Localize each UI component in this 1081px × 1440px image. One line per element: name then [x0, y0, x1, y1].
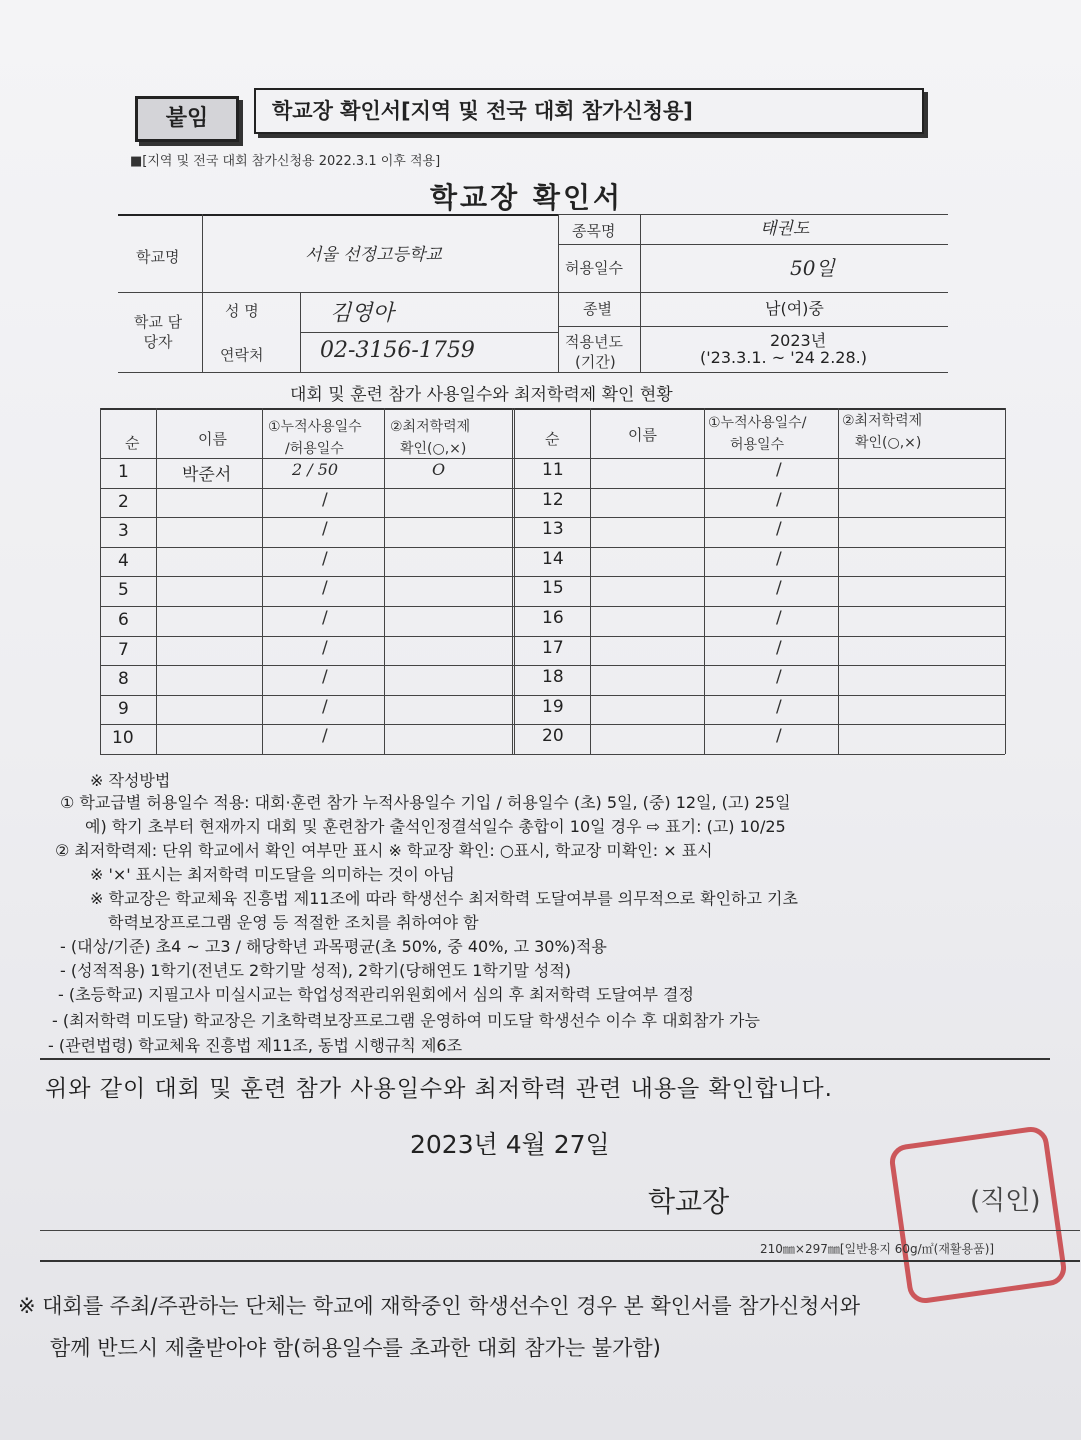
table-grid-line — [262, 408, 263, 754]
name-value: 김영아 — [330, 301, 394, 326]
row-days: / — [322, 697, 328, 717]
table-grid-line — [100, 517, 1005, 518]
row-number: 19 — [542, 697, 564, 717]
seal-mark: (직인) — [970, 1186, 1041, 1216]
table-grid-line — [100, 724, 1005, 725]
row-days: / — [776, 638, 782, 658]
row-days: 2 / 50 — [292, 460, 339, 479]
row-number: 13 — [542, 519, 564, 539]
row-number: 1 — [118, 462, 129, 482]
row-number: 17 — [542, 638, 564, 658]
note-8: - (최저학력 미도달) 학교장은 기초학력보장프로그램 운영하여 미도달 학생선수 이수 후 대회참가 가능 — [52, 1011, 760, 1030]
row-days: / — [776, 519, 782, 539]
row-days: / — [776, 549, 782, 569]
row-number: 9 — [118, 699, 129, 719]
staff-label: 학교 담당자 — [133, 313, 183, 351]
days-value: 50일 — [790, 256, 835, 280]
col-days-left-b: /허용일수 — [285, 441, 344, 457]
table-grid-line — [100, 695, 1005, 696]
contact-value: 02-3156-1759 — [320, 338, 475, 363]
row-number: 10 — [112, 728, 134, 748]
contact-label: 연락처 — [220, 346, 264, 364]
note-4: ※ 학교장은 학교체육 진흥법 제11조에 따라 학생선수 최저학력 도달여부를 의무적으로 확인하고 기초 — [90, 889, 798, 908]
row-number: 3 — [118, 521, 129, 541]
confirm-date: 2023년 4월 27일 — [410, 1130, 610, 1159]
table-caption: 대회 및 훈련 참가 사용일수와 최저학력제 확인 현황 — [290, 385, 673, 405]
table-grid-line — [100, 754, 1005, 755]
row-days: / — [322, 667, 328, 687]
school-label: 학교명 — [136, 248, 180, 266]
confirm-statement: 위와 같이 대회 및 훈련 참가 사용일수와 최저학력 관련 내용을 확인합니다. — [45, 1076, 833, 1102]
footer-line-2: 함께 반드시 제출받아야 함(허용일수를 초과한 대회 참가는 불가함) — [50, 1336, 661, 1360]
row-number: 7 — [118, 640, 129, 660]
paper-size-note: 210㎜×297㎜[일반용지 60g/㎡(재활용품)] — [760, 1242, 995, 1256]
table-grid-line — [384, 408, 385, 754]
row-number: 12 — [542, 490, 564, 510]
row-days: / — [322, 638, 328, 658]
row-days: / — [322, 578, 328, 598]
row-days: / — [322, 490, 328, 510]
row-days: / — [776, 667, 782, 687]
table-grid-line — [100, 488, 1005, 489]
note-7: - (초등학교) 지필고사 미실시교는 학업성적관리위원회에서 심의 후 최저학력 도달여부 결정 — [58, 985, 694, 1004]
col-min-right-b: 확인(○,×) — [855, 435, 922, 451]
note-5: - (대상/기준) 초4 ~ 고3 / 해당학년 과목평균(초 50%, 중 40%, 고 30%)적용 — [60, 937, 607, 956]
row-days: / — [776, 578, 782, 598]
days-label: 허용일수 — [565, 259, 623, 277]
row-number: 18 — [542, 667, 564, 687]
document-title: 학교장 확인서[지역 및 전국 대회 참가신청용] — [254, 88, 924, 134]
col-days-right-a: ①누적사용일수/ — [708, 415, 807, 431]
table-grid-line — [590, 408, 591, 754]
note-9: - (관련법령) 학교체육 진흥법 제11조, 동법 시행규칙 제6조 — [48, 1036, 463, 1055]
main-title: 학교장 확인서 — [430, 181, 624, 214]
col-name-left: 이름 — [198, 430, 227, 448]
table-grid-line — [100, 606, 1005, 607]
row-number: 15 — [542, 578, 564, 598]
col-days-left-a: ①누적사용일수 — [268, 419, 362, 435]
principal-label: 학교장 — [648, 1185, 730, 1218]
row-number: 6 — [118, 610, 129, 630]
note-4b: 학력보장프로그램 운영 등 적절한 조치를 취하여야 함 — [108, 913, 479, 932]
col-min-right-a: ②최저학력제 — [842, 413, 923, 429]
note-1b: 예) 학기 초부터 현재까지 대회 및 훈련참가 출석인정결석일수 총합이 10일 경우 ⇨ 표기: (고) 10/25 — [85, 817, 786, 836]
row-days: / — [322, 608, 328, 628]
category-label: 종별 — [583, 300, 612, 318]
row-number: 16 — [542, 608, 564, 628]
row-days: / — [776, 460, 782, 480]
note-1: ① 학교급별 허용일수 적용: 대회·훈련 참가 누적사용일수 기입 / 허용일수 (초) 5일, (중) 12일, (고) 25일 — [60, 793, 791, 812]
row-number: 14 — [542, 549, 564, 569]
notes-heading: ※ 작성방법 — [90, 771, 171, 790]
sport-label: 종목명 — [572, 222, 616, 240]
table-grid-line — [100, 636, 1005, 637]
note-2: ② 최저학력제: 단위 학교에서 확인 여부만 표시 ※ 학교장 확인: ○표시, 학교장 미확인: × 표시 — [55, 841, 713, 860]
col-no-right: 순 — [545, 430, 560, 448]
table-grid-line — [156, 408, 157, 754]
row-number: 5 — [118, 580, 129, 600]
note-6: - (성적적용) 1학기(전년도 2학기말 성적), 2학기(당해연도 1학기말 성적) — [60, 961, 572, 980]
row-number: 8 — [118, 669, 129, 689]
table-grid-line — [512, 408, 513, 754]
table-grid-line — [1005, 408, 1006, 754]
note-3: ※ '×' 표시는 최저학력 미도달을 의미하는 것이 아님 — [90, 865, 455, 884]
footer-line-1: ※ 대회를 주최/주관하는 단체는 학교에 재학중인 학생선수인 경우 본 확인서를 참가신청서와 — [18, 1294, 861, 1318]
school-value: 서울 선정고등학교 — [305, 245, 442, 265]
col-no-left: 순 — [125, 434, 140, 452]
attach-label: 붙임 — [135, 96, 239, 142]
year-value: 2023년 — [770, 331, 827, 350]
table-grid-line — [100, 665, 1005, 666]
category-value: 남(여)중 — [765, 299, 824, 318]
row-days: / — [322, 726, 328, 746]
row-days: / — [322, 519, 328, 539]
col-min-left-a: ②최저학력제 — [390, 419, 471, 435]
row-days: / — [776, 490, 782, 510]
row-days: / — [776, 608, 782, 628]
col-name-right: 이름 — [628, 426, 657, 444]
table-grid-line — [514, 408, 515, 754]
table-grid-line — [704, 408, 705, 754]
table-grid-line — [100, 408, 1005, 410]
row-number: 20 — [542, 726, 564, 746]
table-grid-line — [100, 576, 1005, 577]
table-grid-line — [100, 547, 1005, 548]
row-number: 11 — [542, 460, 564, 480]
year-label-2: (기간) — [575, 353, 616, 371]
table-grid-line — [100, 408, 101, 754]
row-min-check: O — [432, 460, 446, 479]
row-days: / — [776, 697, 782, 717]
row-days: / — [322, 549, 328, 569]
sub-note: ■[지역 및 전국 대회 참가신청용 2022.3.1 이후 적용] — [130, 154, 441, 169]
sport-value: 태권도 — [760, 219, 810, 239]
row-name: 박준서 — [182, 465, 232, 485]
period-value: ('23.3.1. ~ '24 2.28.) — [700, 348, 867, 367]
table-grid-line — [838, 408, 839, 754]
row-number: 4 — [118, 551, 129, 571]
row-number: 2 — [118, 492, 129, 512]
col-days-right-b: 허용일수 — [730, 437, 785, 453]
col-min-left-b: 확인(○,×) — [400, 441, 467, 457]
year-label: 적용년도 — [565, 333, 623, 351]
row-days: / — [776, 726, 782, 746]
name-label: 성 명 — [225, 302, 259, 320]
table-grid-line — [100, 458, 1005, 459]
